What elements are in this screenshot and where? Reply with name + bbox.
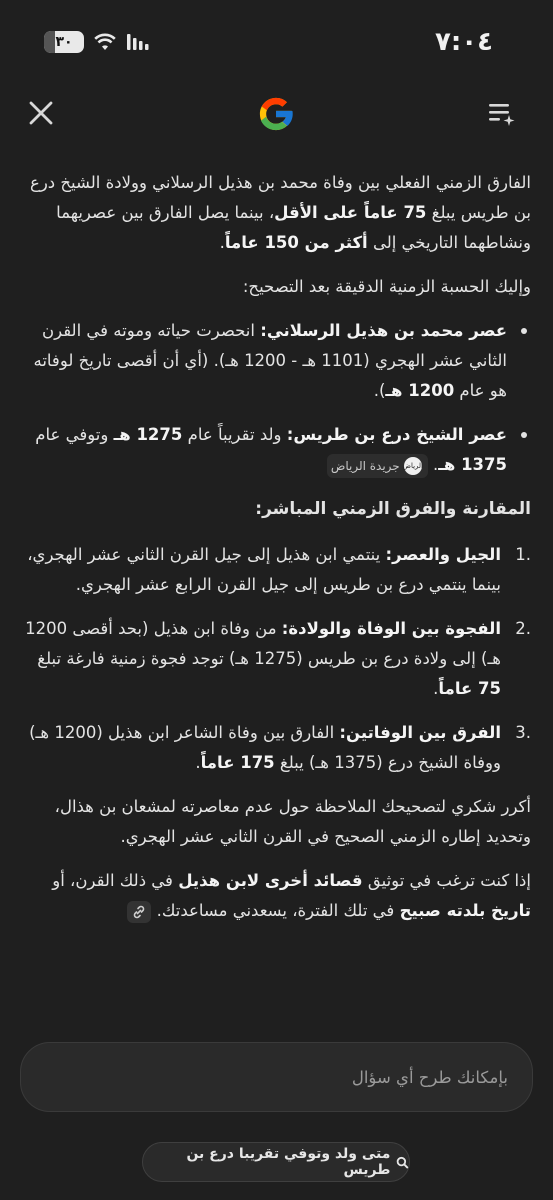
suggestion-label: متى ولد وتوفي تقريبا درع بن طريس xyxy=(186,1146,391,1178)
offer-text: إذا كنت ترغب في توثيق xyxy=(362,871,531,890)
item-text: الفارق بين وفاة الشاعر ابن هذيل (1200 هـ) ووفاة الشيخ درع (1375 هـ) يبلغ xyxy=(29,723,501,772)
item-text: ينتمي ابن هذيل إلى جيل القرن الثاني عشر الهجري، بينما ينتمي درع بن طريس إلى جيل القرن الرابع عشر الهجري. xyxy=(27,545,501,594)
status-icons xyxy=(44,31,150,53)
bullet-bold-2: 1375 هـ xyxy=(438,455,507,474)
source-chip[interactable] xyxy=(327,454,428,478)
list-item xyxy=(22,718,531,778)
offer-bold: قصائد أخرى لابن هذيل xyxy=(178,871,363,890)
playlist-sparkle-icon[interactable] xyxy=(487,101,517,127)
numbered-list xyxy=(22,540,531,778)
bullet-title: عصر الشيخ درع بن طريس: xyxy=(286,425,507,444)
list-item xyxy=(22,316,507,406)
calc-intro: وإليك الحسبة الزمنية الدقيقة بعد التصحيح: xyxy=(242,277,531,296)
source-logo-icon: الرياض xyxy=(404,457,422,475)
wifi-icon xyxy=(94,33,116,51)
section-title: المقارنة والفرق الزمني المباشر: xyxy=(255,499,531,519)
battery-level: ٣٠ xyxy=(55,34,73,50)
item-end: . xyxy=(433,679,439,698)
offer-bold-2: تاريخ بلدته صبيح xyxy=(399,901,531,920)
answer-content xyxy=(22,168,531,940)
intro-text-2: ، بينما يصل الفارق بين عصريهما ونشاطهما التاريخي إلى xyxy=(56,203,531,252)
offer-text-2: في ذلك القرن، أو xyxy=(52,871,179,890)
bullet-title: عصر محمد بن هذيل الرسلاني: xyxy=(260,321,507,340)
item-title: الفرق بين الوفاتين: xyxy=(339,723,501,742)
intro-bold-2: أكثر من 150 عاماً xyxy=(224,233,368,252)
google-g-logo-icon xyxy=(255,93,297,135)
link-icon[interactable] xyxy=(127,901,151,923)
bullet-text: ولد تقريباً عام xyxy=(182,425,287,444)
status-time: ٧:٠٤ xyxy=(434,27,493,57)
answer-intro xyxy=(22,168,531,258)
item-number: 2. xyxy=(515,619,531,638)
list-item xyxy=(22,540,531,600)
bullet-end: . xyxy=(432,455,439,474)
item-title: الفجوة بين الوفاة والولادة: xyxy=(281,619,501,638)
item-bold: 75 عاماً xyxy=(438,679,501,698)
bullet-bold: 1200 هـ xyxy=(385,381,455,400)
item-end: . xyxy=(195,753,201,772)
offer-text-3: في تلك الفترة، يسعدني مساعدتك. xyxy=(156,901,400,920)
prompt-placeholder: بإمكانك طرح أي سؤال xyxy=(351,1067,508,1087)
item-title: الجيل والعصر: xyxy=(385,545,501,564)
intro-text: الفارق الزمني الفعلي بين وفاة محمد بن هذيل الرسلاني وولادة الشيخ درع بن طريس يبلغ xyxy=(29,173,531,222)
bullet-end: ). xyxy=(373,381,386,400)
status-bar xyxy=(44,22,493,62)
search-icon xyxy=(396,1156,409,1169)
bullet-text: انحصرت حياته وموته في القرن الثاني عشر الهجري (1101 هـ - 1200 هـ). (أي أن أقصى تاريخ لوفاته هو عام xyxy=(33,321,507,400)
suggestion-chip[interactable] xyxy=(142,1142,410,1182)
list-item xyxy=(22,420,507,480)
item-number: 3. xyxy=(515,723,531,742)
item-text: من وفاة ابن هذيل (بحد أقصى 1200 هـ) إلى ولادة درع بن طريس (1275 هـ) توجد فجوة زمنية فارغة تبلغ xyxy=(25,619,501,668)
bullet-text-2: وتوفي عام xyxy=(35,425,114,444)
close-icon[interactable] xyxy=(26,98,56,128)
bullet-list xyxy=(22,316,531,480)
list-item xyxy=(22,614,531,704)
source-chip-label: جريدة الرياض xyxy=(330,458,400,473)
thanks-paragraph: أكرر شكري لتصحيحك الملاحظة حول عدم معاصرته لمشعان بن هذال، وتحديد إطاره الزمني الصحيح في القرن الثاني عشر الهجري. xyxy=(54,797,531,846)
prompt-input[interactable] xyxy=(20,1042,533,1112)
bullet-bold: 1275 هـ xyxy=(113,425,183,444)
offer-paragraph xyxy=(22,866,531,926)
intro-end: . xyxy=(219,233,225,252)
signal-icon xyxy=(126,33,150,51)
item-number: 1. xyxy=(515,545,531,564)
item-bold: 175 عاماً xyxy=(200,753,275,772)
intro-bold: 75 عاماً على الأقل xyxy=(274,203,427,222)
battery-icon xyxy=(44,31,84,53)
app-bar xyxy=(0,88,553,138)
